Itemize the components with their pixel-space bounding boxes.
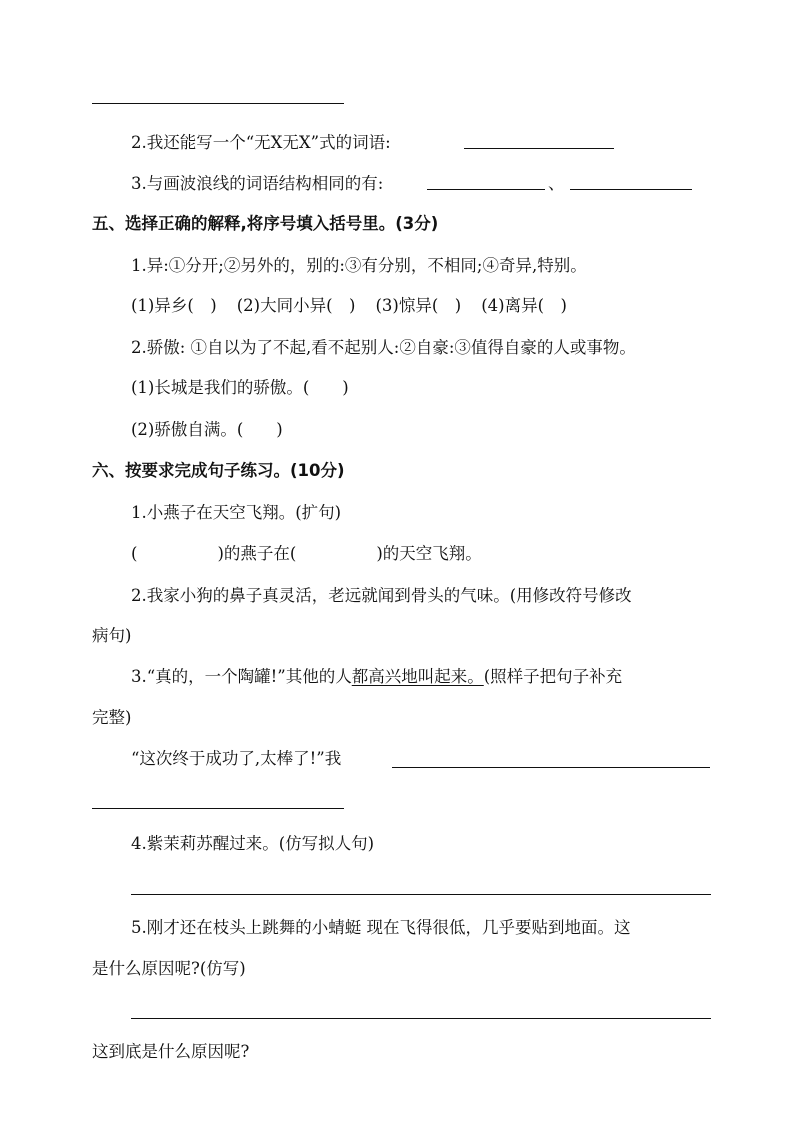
s4-question-3-separator: 、 [548, 174, 565, 193]
s5-option-2[interactable]: (2)大同小异( ) [236, 296, 356, 315]
s6-question-3-example: “这次终于成功了,太棒了!”我 [131, 749, 342, 768]
s6-question-5-line-2: 是什么原因呢?(仿写) [92, 959, 246, 978]
s4-question-2-answer-line[interactable] [464, 148, 614, 149]
section-6-title: 六、按要求完成句子练习。(10分) [92, 461, 345, 480]
s6-q3-text-a: 3.“真的，一个陶罐!”其他的人 [131, 667, 352, 686]
s6-question-3-line-2: 完整) [92, 708, 132, 727]
section-5-title: 五、选择正确的解释,将序号填入括号里。(3分) [92, 214, 439, 233]
s6-q3-text-b: (照样子把句子补充 [483, 667, 623, 686]
s6-question-3-answer-line-2[interactable] [92, 808, 344, 809]
s4-question-3-text: 3.与画波浪线的词语结构相同的有: [131, 174, 384, 193]
s6-q3-underlined: 都高兴地叫起来。 [351, 667, 484, 686]
s6-question-5-line-3: 这到底是什么原因呢? [92, 1042, 250, 1061]
s4-question-3-answer-line-1[interactable] [427, 189, 545, 190]
s6-question-5-answer-line[interactable] [131, 1018, 711, 1019]
s4-question-2-text: 2.我还能写一个“无X无X”式的词语: [131, 133, 391, 152]
s5-question-1-options [131, 295, 567, 317]
s5-option-3[interactable]: (3)惊异( ) [375, 296, 462, 315]
s6-question-2-line-2: 病句) [92, 626, 132, 645]
s6-question-4-answer-line[interactable] [131, 894, 711, 895]
s6-question-5-line-1: 5.刚才还在枝头上跳舞的小蜻蜓 现在飞得很低，几乎要贴到地面。这 [131, 918, 631, 937]
s5-question-2-a[interactable]: (1)长城是我们的骄傲。( ) [131, 378, 349, 397]
s6-question-3-line-1 [131, 666, 622, 688]
s6-question-4: 4.紫茉莉苏醒过来。(仿写拟人句) [131, 834, 375, 853]
s6-q1-open-paren: ( [131, 544, 138, 563]
s4-question-2 [131, 132, 391, 154]
s5-option-1[interactable]: (1)异乡( ) [131, 296, 217, 315]
s4-question-3 [131, 173, 383, 195]
s4-question-3-answer-line-2[interactable] [570, 189, 692, 190]
s5-question-1: 1.异:①分开;②另外的，别的:③有分别，不相同;④奇异,特别。 [131, 256, 587, 275]
s5-question-2-b[interactable]: (2)骄傲自满。( ) [131, 420, 283, 439]
s6-question-3-answer-line-1[interactable] [392, 767, 710, 768]
s5-option-4[interactable]: (4)离异( ) [481, 296, 567, 315]
s6-question-1: 1.小燕子在天空飞翔。(扩句) [131, 503, 342, 522]
s6-question-1-fill [131, 543, 482, 565]
s6-question-2-line-1: 2.我家小狗的鼻子真灵活，老远就闻到骨头的气味。(用修改符号修改 [131, 586, 632, 605]
s5-question-2: 2.骄傲: ①自以为了不起,看不起别人:②自豪:③值得自豪的人或事物。 [131, 338, 636, 357]
answer-line-top[interactable] [92, 103, 344, 104]
s6-q1-middle-text: )的燕子在( [217, 544, 297, 563]
s6-q1-end-text: )的天空飞翔。 [376, 544, 482, 563]
